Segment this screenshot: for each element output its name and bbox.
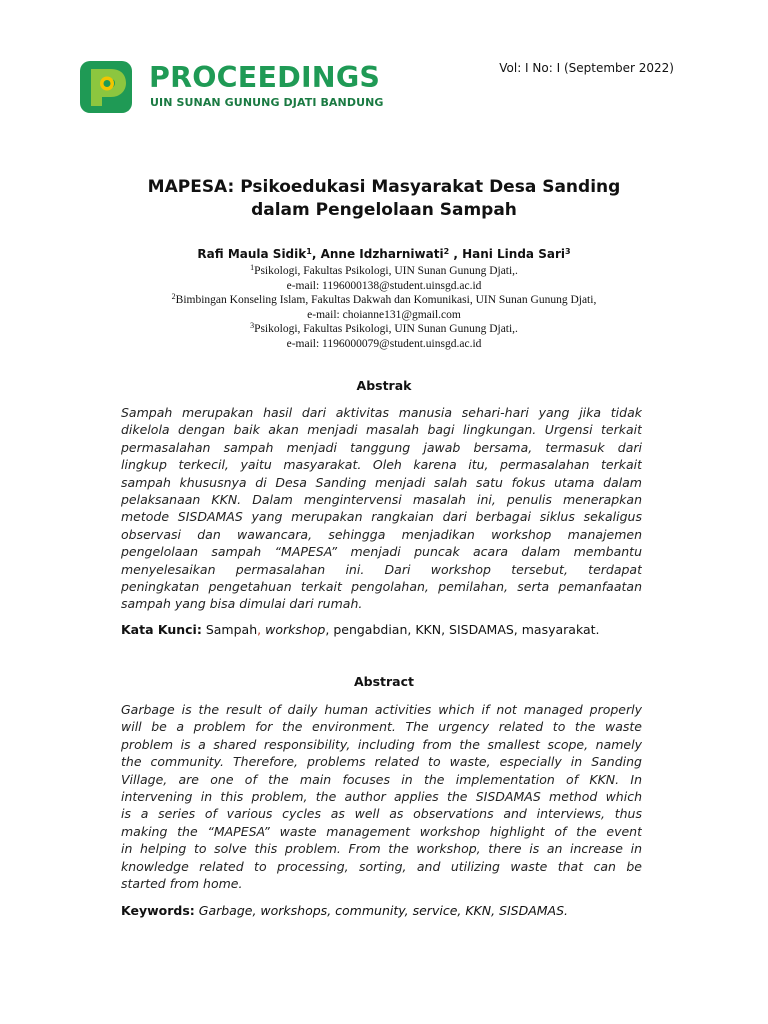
abstract-line: will be a problem for the environment. The urgency related to the waste xyxy=(121,719,642,735)
abstrak-line: sampah khususnya di Desa Sanding menjadi salah satu fokus utama dalam xyxy=(121,474,642,490)
abstrak-line: lingkup terkecil, yaitu masyarakat. Oleh karena itu, permasalahan terkait xyxy=(121,457,642,473)
affiliation-email: e-mail: 1196000138@student.uinsgd.ac.id xyxy=(286,279,482,292)
abstract-line: making the “MAPESA” waste management workshop highlight of the event xyxy=(121,823,642,839)
abstrak-line: observasi dan wawancara, sehingga menjadikan workshop manajemen xyxy=(121,526,642,542)
abstract-line: knowledge related to processing, sorting, and utilizing waste that can be xyxy=(121,858,642,874)
abstrak-body xyxy=(121,404,642,613)
affiliation-email: e-mail: choianne131@gmail.com xyxy=(307,308,461,321)
author-list xyxy=(80,246,688,262)
keyword: , pengabdian, KKN, SISDAMAS, masyarakat. xyxy=(325,622,600,637)
author-name: Anne Idzharniwati xyxy=(320,247,444,261)
abstrak-line: dikelola dengan baik akan menjadi masalah bagi lingkungan. Urgensi terkait xyxy=(121,422,642,438)
abstrak-line: peningkatan pengetahuan terkait pengolahan, pemilahan, serta pemanfaatan xyxy=(121,578,642,594)
brand-name: PROCEEDINGS xyxy=(149,61,381,94)
keywords xyxy=(121,903,681,919)
affiliation-line xyxy=(70,322,698,337)
kata-kunci xyxy=(121,622,681,638)
affiliation-email: e-mail: 1196000079@student.uinsgd.ac.id xyxy=(286,337,482,350)
paper-title-line-2: dalam Pengelolaan Sampah xyxy=(251,200,517,220)
affiliation-text: Bimbingan Konseling Islam, Fakultas Dakwah dan Komunikasi, UIN Sunan Gunung Djati, xyxy=(175,294,597,307)
volume-info: Vol: I No: I (September 2022) xyxy=(499,61,674,75)
affiliation-list xyxy=(70,264,698,352)
author-sup: 2 xyxy=(443,247,450,256)
abstrak-line: metode SISDAMAS yang merupakan rangkaian dari berbagai siklus sekaligus xyxy=(121,509,642,525)
author-sup: 3 xyxy=(564,247,571,256)
paper-title xyxy=(94,176,674,222)
abstrak-line: pengelolaan sampah “MAPESA” menjadi puncak acara dalam membantu xyxy=(121,544,642,560)
keywords-text: Garbage, workshops, community, service, KKN, SISDAMAS. xyxy=(198,903,568,918)
affiliation-sup: 1 xyxy=(250,263,255,272)
keyword-separator: , xyxy=(257,622,262,637)
abstract-body xyxy=(121,701,642,892)
affiliation-text: Psikologi, Fakultas Psikologi, UIN Sunan Gunung Djati,. xyxy=(254,323,518,336)
affiliation-sup: 3 xyxy=(250,321,255,331)
abstract-line: in helping to solve this problem. From the workshop, there is an increase in xyxy=(121,841,642,857)
abstrak-line: Sampah merupakan hasil dari aktivitas manusia sehari-hari yang jika tidak xyxy=(121,405,642,420)
affiliation-line xyxy=(70,264,698,279)
affiliation-line xyxy=(70,293,698,308)
author-name: Hani Linda Sari xyxy=(462,247,565,261)
affiliation-sup: 2 xyxy=(171,292,176,302)
keywords-label: Keywords: xyxy=(121,903,195,918)
keyword: workshop xyxy=(265,622,326,637)
author-separator: , xyxy=(311,247,321,261)
author-separator: , xyxy=(449,247,463,261)
author-name: Rafi Maula Sidik xyxy=(197,247,307,261)
abstract-line: problem is a shared responsibility, including from the smallest scope, namely xyxy=(121,736,642,752)
brand-subtitle: UIN SUNAN GUNUNG DJATI BANDUNG xyxy=(150,96,384,109)
author-sup: 1 xyxy=(306,247,312,256)
abstract-line: Garbage is the result of daily human activities which if not managed properly xyxy=(121,702,642,717)
abstract-line: the community. Therefore, problems related to waste, especially in Sanding xyxy=(121,754,642,770)
abstrak-heading: Abstrak xyxy=(356,378,412,393)
abstract-line: Village, are one of the main focuses in the implementation of KKN. In xyxy=(121,771,642,787)
abstract-heading: Abstract xyxy=(353,674,415,689)
keyword: Sampah xyxy=(205,622,258,637)
proceedings-logo xyxy=(80,61,132,113)
abstrak-line: sampah yang bisa dimulai dari rumah. xyxy=(121,596,363,612)
abstract-line: intervening in this problem, the author applies the SISDAMAS method which xyxy=(121,788,642,804)
abstract-line: is a series of various cycles as well as observations and interviews, thus xyxy=(121,806,642,822)
kata-kunci-label: Kata Kunci: xyxy=(121,622,202,637)
paper-title-line-1: MAPESA: Psikoedukasi Masyarakat Desa Sanding xyxy=(147,177,621,197)
abstrak-line: permasalahan sampah menjadi tanggung jawab bersama, termasuk dari xyxy=(121,439,642,455)
abstrak-line: pelaksanaan KKN. Dalam mengintervensi masalah ini, penulis menerapkan xyxy=(121,491,642,507)
abstrak-line: menyelesaikan permasalahan ini. Dari workshop tersebut, terdapat xyxy=(121,561,642,577)
abstract-line: started from home. xyxy=(121,875,243,891)
affiliation-text: Psikologi, Fakultas Psikologi, UIN Sunan Gunung Djati,. xyxy=(254,265,518,277)
